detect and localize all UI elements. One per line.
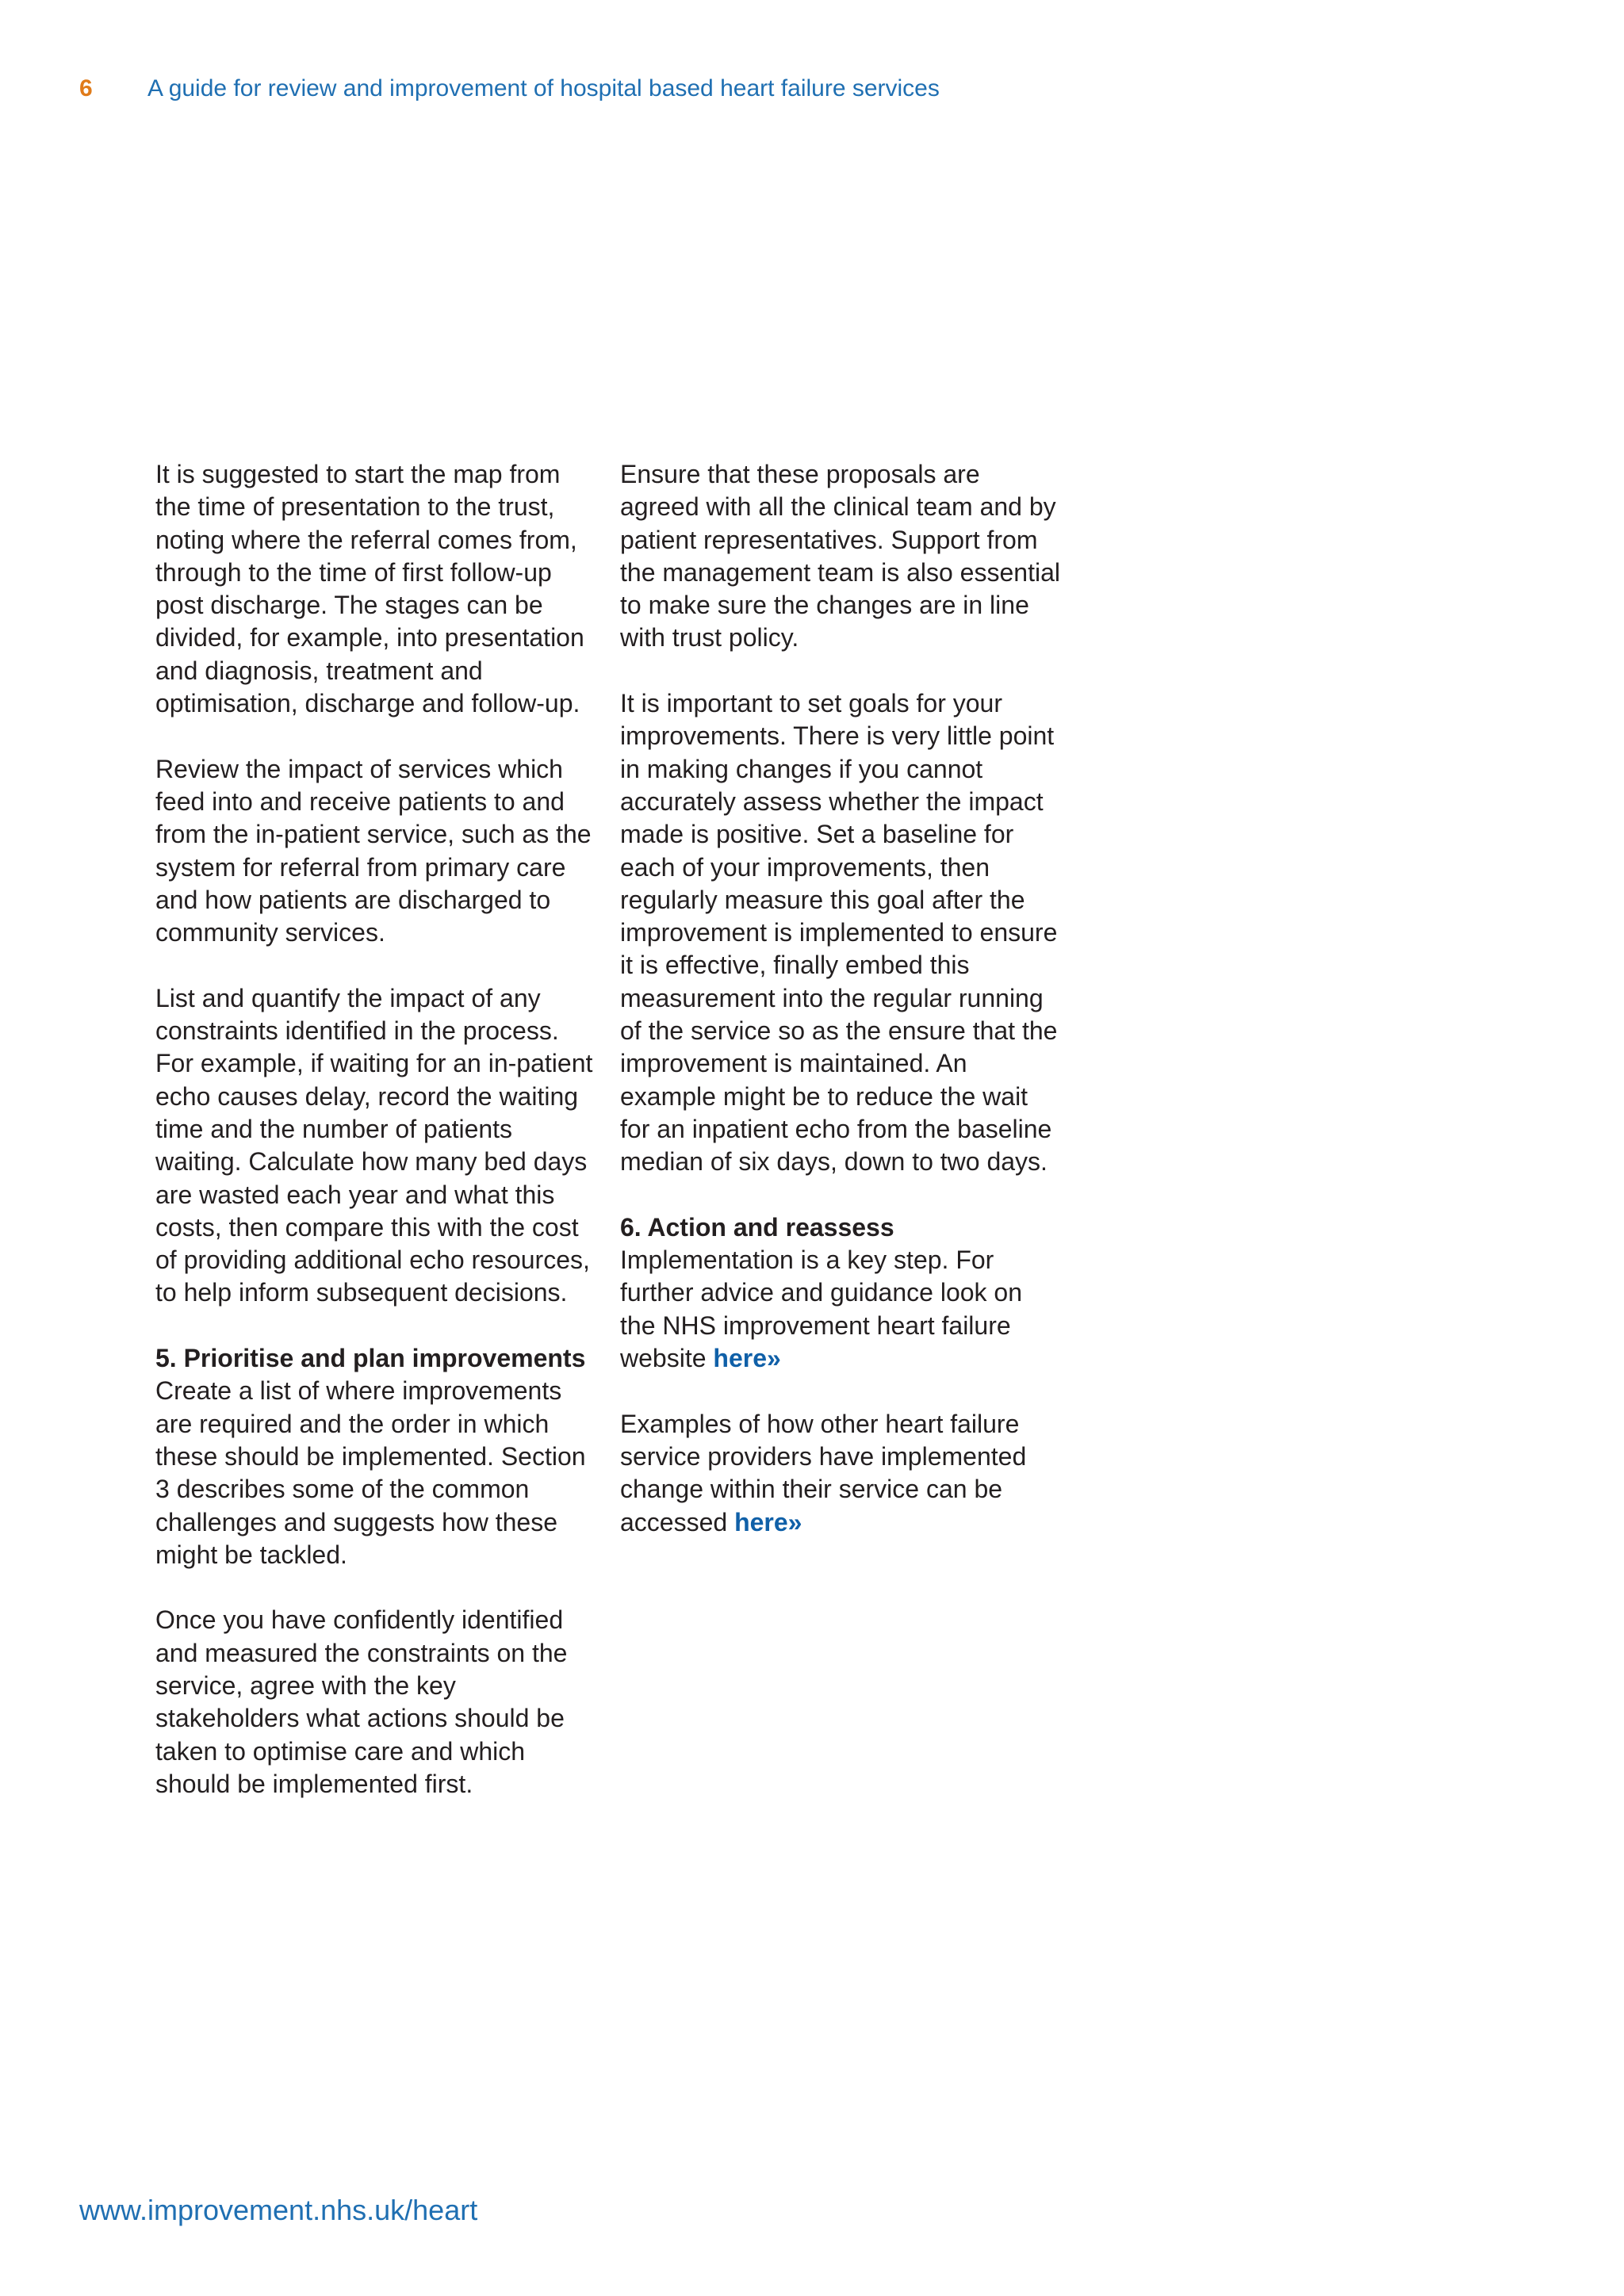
examples-link[interactable]: here» — [734, 1507, 802, 1536]
section-5 — [155, 1342, 599, 1571]
goals-paragraph: It is important to set goals for your improvements. There is very little point in making changes if you cannot accurately assess whether the impact made is positive. Set a baseline for each of your improvements, then regularly measure this goal after the improvement is implemented to ensure it is effective, finally embed this measurement into the regular running of the service so as the ensure that the improvement is maintained. An example might be to reduce the wait for an inpatient echo from the baseline median of six days, down to two days. — [620, 689, 1058, 1177]
section-6-heading: 6. Action and reassess — [620, 1212, 894, 1242]
nhs-website-link[interactable]: here» — [713, 1344, 781, 1373]
examples-paragraph — [620, 1408, 1064, 1539]
left-column — [155, 458, 599, 1833]
running-header — [79, 73, 940, 105]
running-title: A guide for review and improvement of hospital based heart failure services — [147, 75, 940, 101]
footer-url-link[interactable]: www.improvement.nhs.uk/heart — [79, 2194, 478, 2226]
stakeholders-paragraph: Once you have confidently identified and measured the constraints on the service, agree with the key stakeholders what actions should be taken to optimise care and which should be implemented first. — [155, 1605, 568, 1798]
section-6-intro: Implementation is a key step. For further advice and guidance look on the NHS improvement heart failure website — [620, 1246, 1023, 1373]
proposals-paragraph: Ensure that these proposals are agreed with all the clinical team and by patient representatives. Support from the management team is also essential to make sure the changes are in line with trust policy. — [620, 460, 1060, 652]
page-number: 6 — [79, 75, 93, 101]
right-column — [620, 458, 1064, 1571]
constraints-paragraph: List and quantify the impact of any constraints identified in the process. For example, if waiting for an in-patient echo causes delay, record the waiting time and the number of patients waiting. Calculate how many bed days are wasted each year and what this costs, then compare this with the cost of providing additional echo resources, to help inform subsequent decisions. — [155, 983, 593, 1307]
examples-text: Examples of how other heart failure service providers have implemented change within their service can be accessed — [620, 1409, 1027, 1536]
map-start-paragraph: It is suggested to start the map from the time of presentation to the trust, noting where the referral comes from, through to the time of first follow-up post discharge. The stages can be divided, for example, into presentation and diagnosis, treatment and optimisation, discharge and follow-up. — [155, 460, 584, 718]
section-5-intro: Create a list of where improvements are required and the order in which these should be implemented. Section 3 describes some of the common challenges and suggests how these might be tackled. — [155, 1376, 586, 1569]
section-5-heading: 5. Prioritise and plan improvements — [155, 1344, 586, 1373]
section-6 — [620, 1211, 1064, 1375]
review-impact-paragraph: Review the impact of services which feed into and receive patients to and from the in-patient service, such as the system for referral from primary care and how patients are discharged to community services. — [155, 754, 592, 947]
